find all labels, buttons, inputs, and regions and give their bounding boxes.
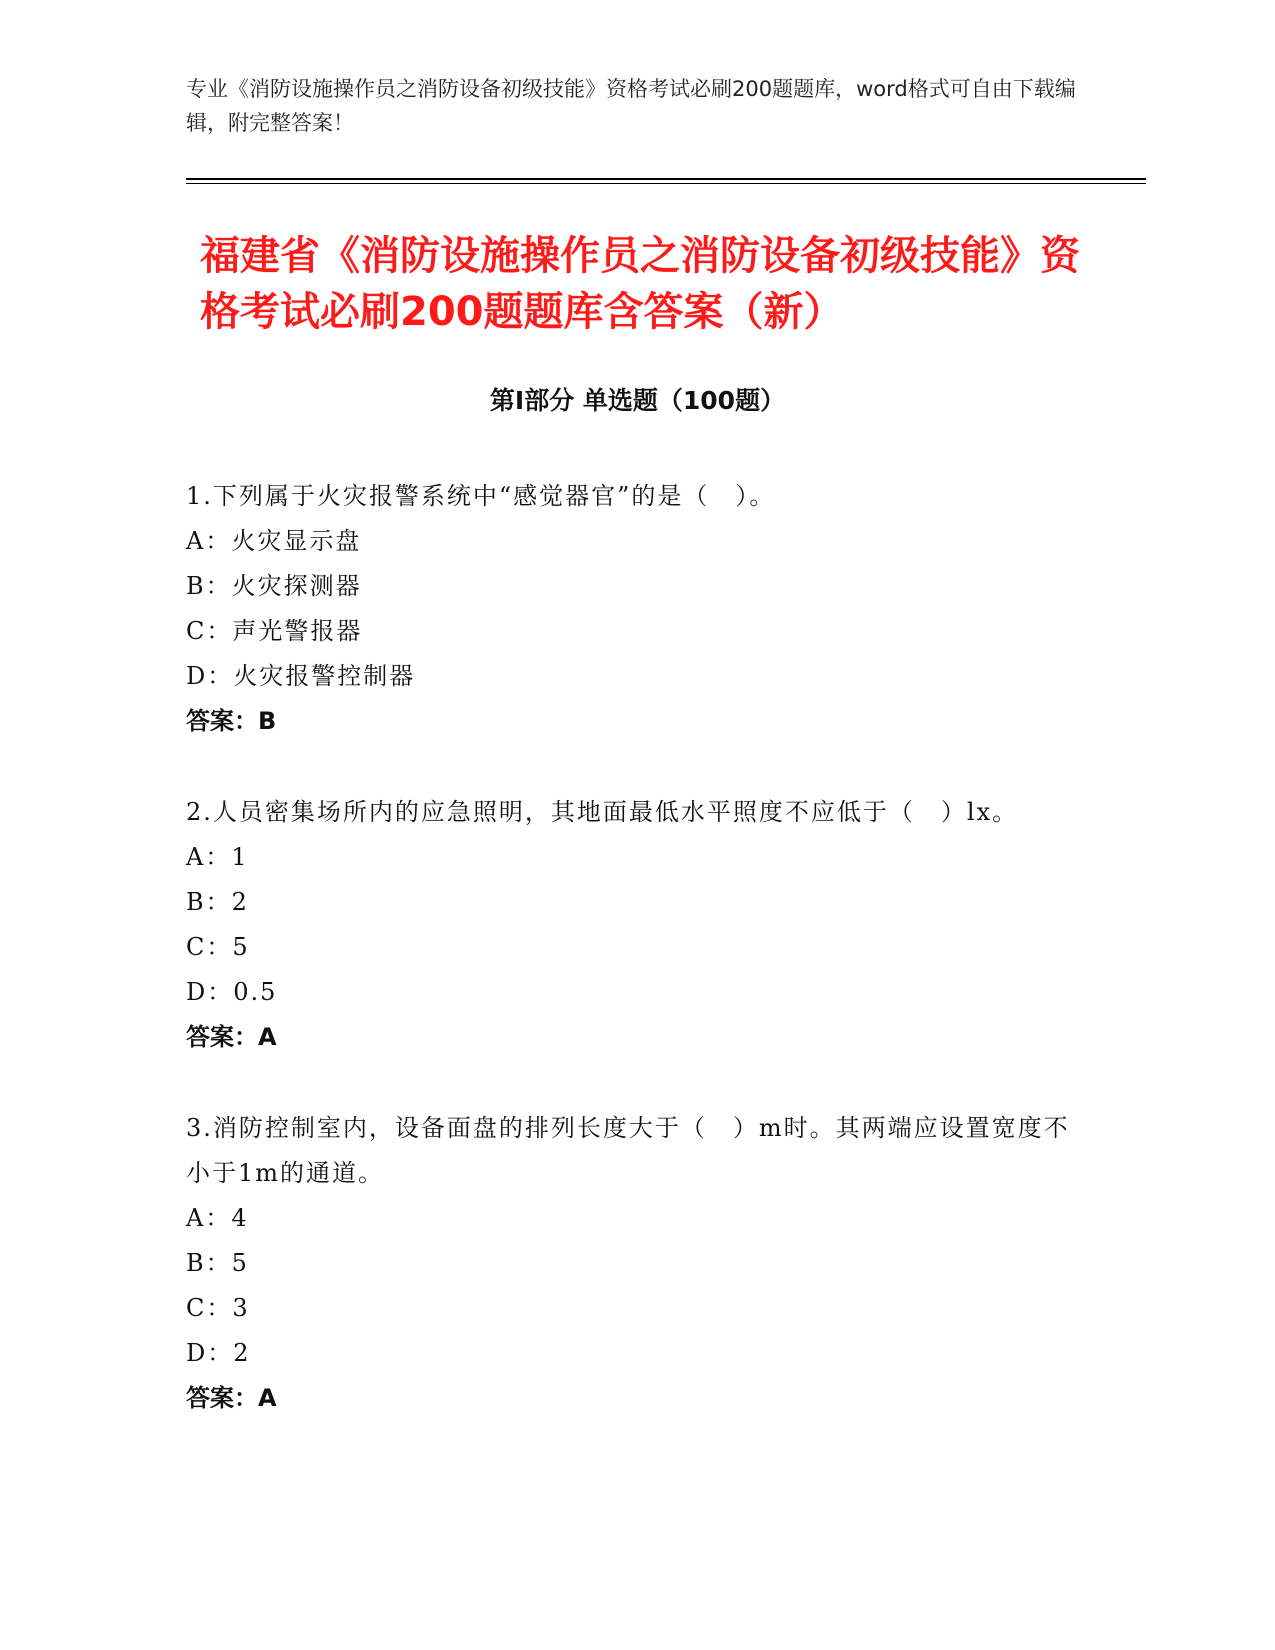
question-stem: 3.消防控制室内，设备面盘的排列长度大于（ ）m时。其两端应设置宽度不小于1m的通道。 xyxy=(186,1114,1070,1187)
option-c: C：3 xyxy=(186,1294,250,1322)
option-a: A：火灾显示盘 xyxy=(186,527,362,555)
option-c: C：声光警报器 xyxy=(186,617,363,645)
option-b: B：5 xyxy=(186,1249,249,1277)
question-stem: 2.人员密集场所内的应急照明，其地面最低水平照度不应低于（ ）lx。 xyxy=(186,798,1019,826)
question-stem: 1.下列属于火灾报警系统中“感觉器官”的是（ ）。 xyxy=(186,482,776,510)
answer-label: 答案：B xyxy=(186,707,277,735)
option-a: A：4 xyxy=(186,1204,249,1232)
answer-label: 答案：A xyxy=(186,1023,277,1051)
section-heading: 第Ⅰ部分 单选题（100题） xyxy=(489,386,786,415)
option-d: D：2 xyxy=(186,1339,251,1367)
header-rule-thin xyxy=(186,183,1146,184)
question-3 xyxy=(186,1106,1081,1421)
option-d: D：火灾报警控制器 xyxy=(186,662,416,690)
question-2 xyxy=(186,790,1081,1060)
document-title: 福建省《消防设施操作员之消防设备初级技能》资格考试必刷200题题库含答案（新） xyxy=(200,233,1080,335)
answer-label: 答案：A xyxy=(186,1384,277,1412)
option-c: C：5 xyxy=(186,933,250,961)
option-a: A：1 xyxy=(186,843,249,871)
option-b: B：火灾探测器 xyxy=(186,572,362,600)
question-list xyxy=(186,474,1081,1467)
option-d: D：0.5 xyxy=(186,978,278,1006)
option-b: B：2 xyxy=(186,888,249,916)
header-rule-thick xyxy=(186,178,1146,180)
question-1 xyxy=(186,474,1081,744)
header-note: 专业《消防设施操作员之消防设备初级技能》资格考试必刷200题题库，word格式可自由下载编辑，附完整答案！ xyxy=(186,77,1076,135)
